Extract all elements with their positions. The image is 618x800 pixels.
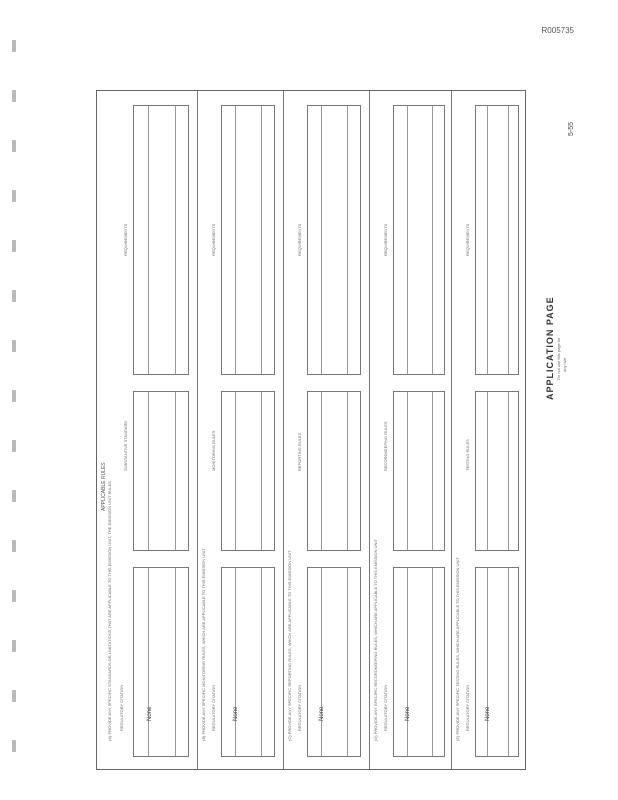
standard-box[interactable] — [393, 391, 445, 551]
binder-hole — [12, 390, 16, 402]
column-label-requirements: REQUIREMENTS — [211, 223, 216, 256]
standard-box[interactable] — [133, 391, 189, 551]
citation-box[interactable] — [133, 567, 189, 757]
applicable-rules-form — [96, 90, 526, 770]
column-label-citation: REGULATORY CITATION — [119, 684, 124, 731]
column-label-standard: MONITORING RULES — [211, 430, 216, 471]
binder-hole — [12, 340, 16, 352]
citation-box[interactable] — [393, 567, 445, 757]
binder-hole — [12, 590, 16, 602]
binder-hole — [12, 140, 16, 152]
column-label-standard: SUBSTANTIVE STANDARD — [123, 420, 128, 471]
requirements-box[interactable] — [133, 105, 189, 375]
column-label-requirements: REQUIREMENTS — [465, 223, 470, 256]
standard-box[interactable] — [307, 391, 361, 551]
column-label-standard: RECORDKEEPING RULES — [383, 421, 388, 471]
column-label-requirements: REQUIREMENTS — [123, 223, 128, 256]
section-divider — [451, 91, 452, 769]
section-divider — [369, 91, 370, 769]
section-divider — [283, 91, 284, 769]
binder-hole — [12, 190, 16, 202]
requirements-box[interactable] — [307, 105, 361, 375]
requirements-box[interactable] — [475, 105, 519, 375]
binder-hole — [12, 440, 16, 452]
form-subtitle: any rule — [562, 357, 567, 372]
standard-box[interactable] — [475, 391, 519, 551]
column-label-citation: REGULATORY CITATION — [297, 684, 302, 731]
section-title: APPLICABLE RULES — [101, 462, 107, 511]
binder-hole — [12, 290, 16, 302]
binder-hole — [12, 90, 16, 102]
none-entry: None — [485, 706, 491, 721]
standard-box[interactable] — [221, 391, 275, 551]
binder-hole — [12, 240, 16, 252]
column-label-requirements: REQUIREMENTS — [383, 223, 388, 256]
section-instruction: (C) PROVIDE ANY SPECIFIC REPORTING RULES, WHICH ARE APPLICABLE TO THIS EMISSION UNIT — [287, 550, 292, 741]
binder-hole — [12, 740, 16, 752]
none-entry: None — [319, 706, 325, 721]
requirements-box[interactable] — [221, 105, 275, 375]
column-label-standard: TESTING RULES — [465, 439, 470, 471]
section-instruction: (A) PROVIDE ANY SPECIFIC STANDARDS OR LIMITATIONS THAT ARE APPLICABLE TO THIS EMISSION UNIT, THE EMISSION UNIT RULES — [107, 481, 112, 741]
column-label-citation: REGULATORY CITATION — [383, 684, 388, 731]
binder-hole — [12, 490, 16, 502]
column-label-standard: REPORTING RULES — [297, 432, 302, 471]
binder-hole — [12, 540, 16, 552]
none-entry: None — [233, 706, 239, 721]
citation-box[interactable] — [221, 567, 275, 757]
requirements-box[interactable] — [393, 105, 445, 375]
binder-hole — [12, 40, 16, 52]
section-instruction: (D) PROVIDE ANY SPECIFIC RECORDKEEPING RULES, WHICH ARE APPLICABLE TO THIS EMISSION UNIT — [373, 539, 378, 741]
form-subtitle: Do not use this page for — [556, 337, 561, 380]
none-entry: None — [147, 706, 153, 721]
form-title: APPLICATION PAGE — [545, 296, 555, 400]
column-label-citation: REGULATORY CITATION — [211, 684, 216, 731]
binder-hole — [12, 690, 16, 702]
section-instruction: (E) PROVIDE ANY SPECIFIC TESTING RULES, WHICH ARE APPLICABLE TO THIS EMISSION UNIT — [455, 557, 460, 741]
column-label-citation: REGULATORY CITATION — [465, 684, 470, 731]
citation-box[interactable] — [307, 567, 361, 757]
citation-box[interactable] — [475, 567, 519, 757]
page-number: 5-55 — [568, 121, 575, 136]
binder-hole — [12, 640, 16, 652]
column-label-requirements: REQUIREMENTS — [297, 223, 302, 256]
page-id: R005735 — [541, 26, 574, 35]
section-divider — [197, 91, 198, 769]
section-instruction: (B) PROVIDE ANY SPECIFIC MONITORING RULES, WHICH ARE APPLICABLE TO THIS EMISSION UNIT — [201, 548, 206, 741]
none-entry: None — [405, 706, 411, 721]
